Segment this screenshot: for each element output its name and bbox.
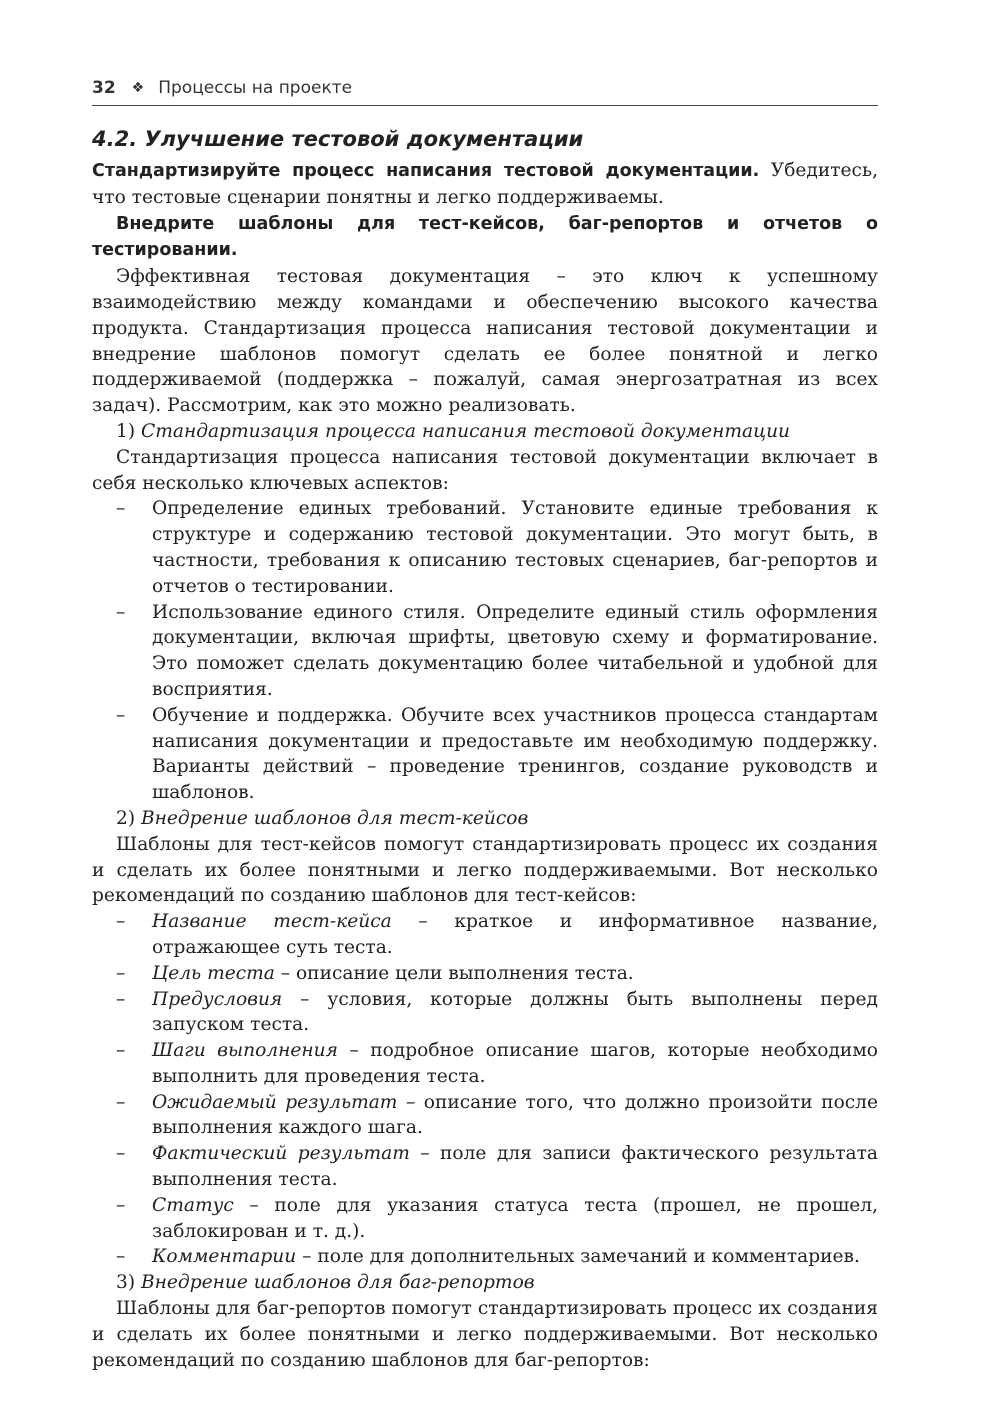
subsection-intro-2: Шаблоны для тест-кейсов помогут стандартизировать процесс их создания и сделать их более понятными и легко поддерживаемыми. Вот несколько рекомендаций по созданию шаблонов для тест-кейсов: (92, 833, 878, 907)
dash-bullet: – (116, 1143, 126, 1165)
list-item (92, 987, 878, 1039)
intro-rest-1: Убедитесь, что тестовые сценарии понятны и легко поддерживаемы. (92, 160, 879, 208)
subsection-title: Стандартизация процесса написания тестовой документации (141, 420, 791, 442)
header-divider (92, 105, 878, 106)
chapter-title: Процессы на проекте (158, 78, 353, 98)
list-item (92, 961, 878, 987)
dash-bullet: – (116, 498, 126, 520)
list-item-text: Обучение и поддержка. Обучите всех участников процесса стандартам написания документации и предоставьте им необходимую поддержку. Варианты действий – проведение тренингов, создание руководств и шаблонов. (152, 704, 878, 804)
page-body (92, 124, 878, 1373)
field-term: Шаги выполнения (152, 1040, 338, 1062)
subsection-heading-3 (92, 1270, 878, 1296)
field-term: Ожидаемый результат (152, 1091, 398, 1113)
dash-bullet: – (116, 1091, 126, 1113)
intro-paragraph-2 (92, 211, 878, 265)
dash-bullet: – (116, 704, 126, 726)
field-desc: – поле для указания статуса теста (прошел, не прошел, заблокирован и т. д.). (152, 1194, 878, 1242)
field-term: Фактический результат (152, 1143, 410, 1165)
dash-bullet: – (116, 1040, 126, 1062)
field-term: Цель теста (152, 962, 275, 984)
list-item-text: Определение единых требований. Установите единые требования к структуре и содержанию тестовой документации. Это могут быть, в частности, требования к описанию тестовых сценариев, баг-репортов и отчетов о тестировании. (152, 498, 878, 597)
subsection-number: 2) (116, 807, 141, 829)
subsection-intro-1: Стандартизация процесса написания тестовой документации включает в себя несколько ключевых аспектов: (92, 446, 878, 494)
template-fields-list (92, 909, 878, 1270)
list-item (92, 1090, 878, 1142)
dash-bullet: – (116, 601, 126, 623)
field-term: Предусловия (152, 988, 283, 1010)
dash-bullet: – (116, 1194, 126, 1216)
dash-bullet: – (116, 911, 126, 933)
list-item (92, 1141, 878, 1193)
list-item (92, 1193, 878, 1245)
dash-bullet: – (116, 962, 126, 984)
field-desc: – описание того, что должно произойти после выполнения каждого шага. (152, 1091, 878, 1139)
field-desc: – условия, которые должны быть выполнены перед запуском теста. (152, 988, 878, 1036)
subsection-intro-3: Шаблоны для баг-репортов помогут стандартизировать процесс их создания и сделать их более понятными и легко поддерживаемыми. Вот несколько рекомендаций по созданию шаблонов для баг-репортов: (92, 1298, 878, 1371)
paragraph-effective-docs: Эффективная тестовая документация – это ключ к успешному взаимодействию между командами и обеспечению высокого качества продукта. Стандартизация процесса написания тестовой документации и внедрение шаблонов помогут сделать ее более понятной и легко поддерживаемой (поддержка – пожалуй, самая энергозатратная из всех задач). Рассмотрим, как это можно реализовать. (92, 266, 878, 417)
dash-bullet: – (116, 1246, 126, 1268)
intro-bold-1: Стандартизируйте процесс написания тестовой документации. (92, 161, 760, 181)
subsection-title: Внедрение шаблонов для баг-репортов (141, 1272, 535, 1294)
intro-bold-2: Внедрите шаблоны для тест-кейсов, баг-репортов и отчетов о тестировании. (92, 213, 878, 261)
field-term: Статус (152, 1194, 234, 1216)
list-item (92, 1038, 878, 1090)
ornament-icon: ❖ (131, 80, 145, 96)
field-desc: – краткое и информативное название, отражающее суть теста. (152, 911, 878, 958)
list-item-text: Использование единого стиля. Определите единый стиль оформления документации, включая шрифты, цветовую схему и форматирование. Это поможет сделать документацию более читабельной и удобной для восприятия. (152, 601, 878, 700)
list-item (92, 703, 878, 806)
list-item (92, 496, 878, 599)
aspects-list (92, 496, 878, 806)
subsection-title: Внедрение шаблонов для тест-кейсов (141, 807, 529, 829)
field-desc: – подробное описание шагов, которые необходимо выполнить для проведения теста. (152, 1040, 878, 1087)
intro-paragraph-1 (92, 158, 878, 211)
field-term: Комментарии (152, 1246, 297, 1268)
subsection-heading-1 (92, 419, 878, 445)
list-item (92, 909, 878, 961)
field-term: Название тест-кейса (152, 911, 392, 933)
page-number: 32 (92, 78, 116, 98)
field-desc: – описание цели выполнения теста. (274, 962, 634, 984)
dash-bullet: – (116, 988, 126, 1010)
field-desc: – поле для дополнительных замечаний и комментариев. (296, 1246, 860, 1268)
subsection-number: 1) (116, 420, 141, 442)
section-title: 4.2. Улучшение тестовой документации (92, 127, 584, 151)
field-desc: – поле для записи фактического результата выполнения теста. (152, 1143, 878, 1191)
subsection-number: 3) (116, 1272, 141, 1294)
list-item (92, 600, 878, 703)
subsection-heading-2 (92, 806, 878, 832)
running-header (92, 78, 878, 98)
list-item (92, 1244, 878, 1270)
